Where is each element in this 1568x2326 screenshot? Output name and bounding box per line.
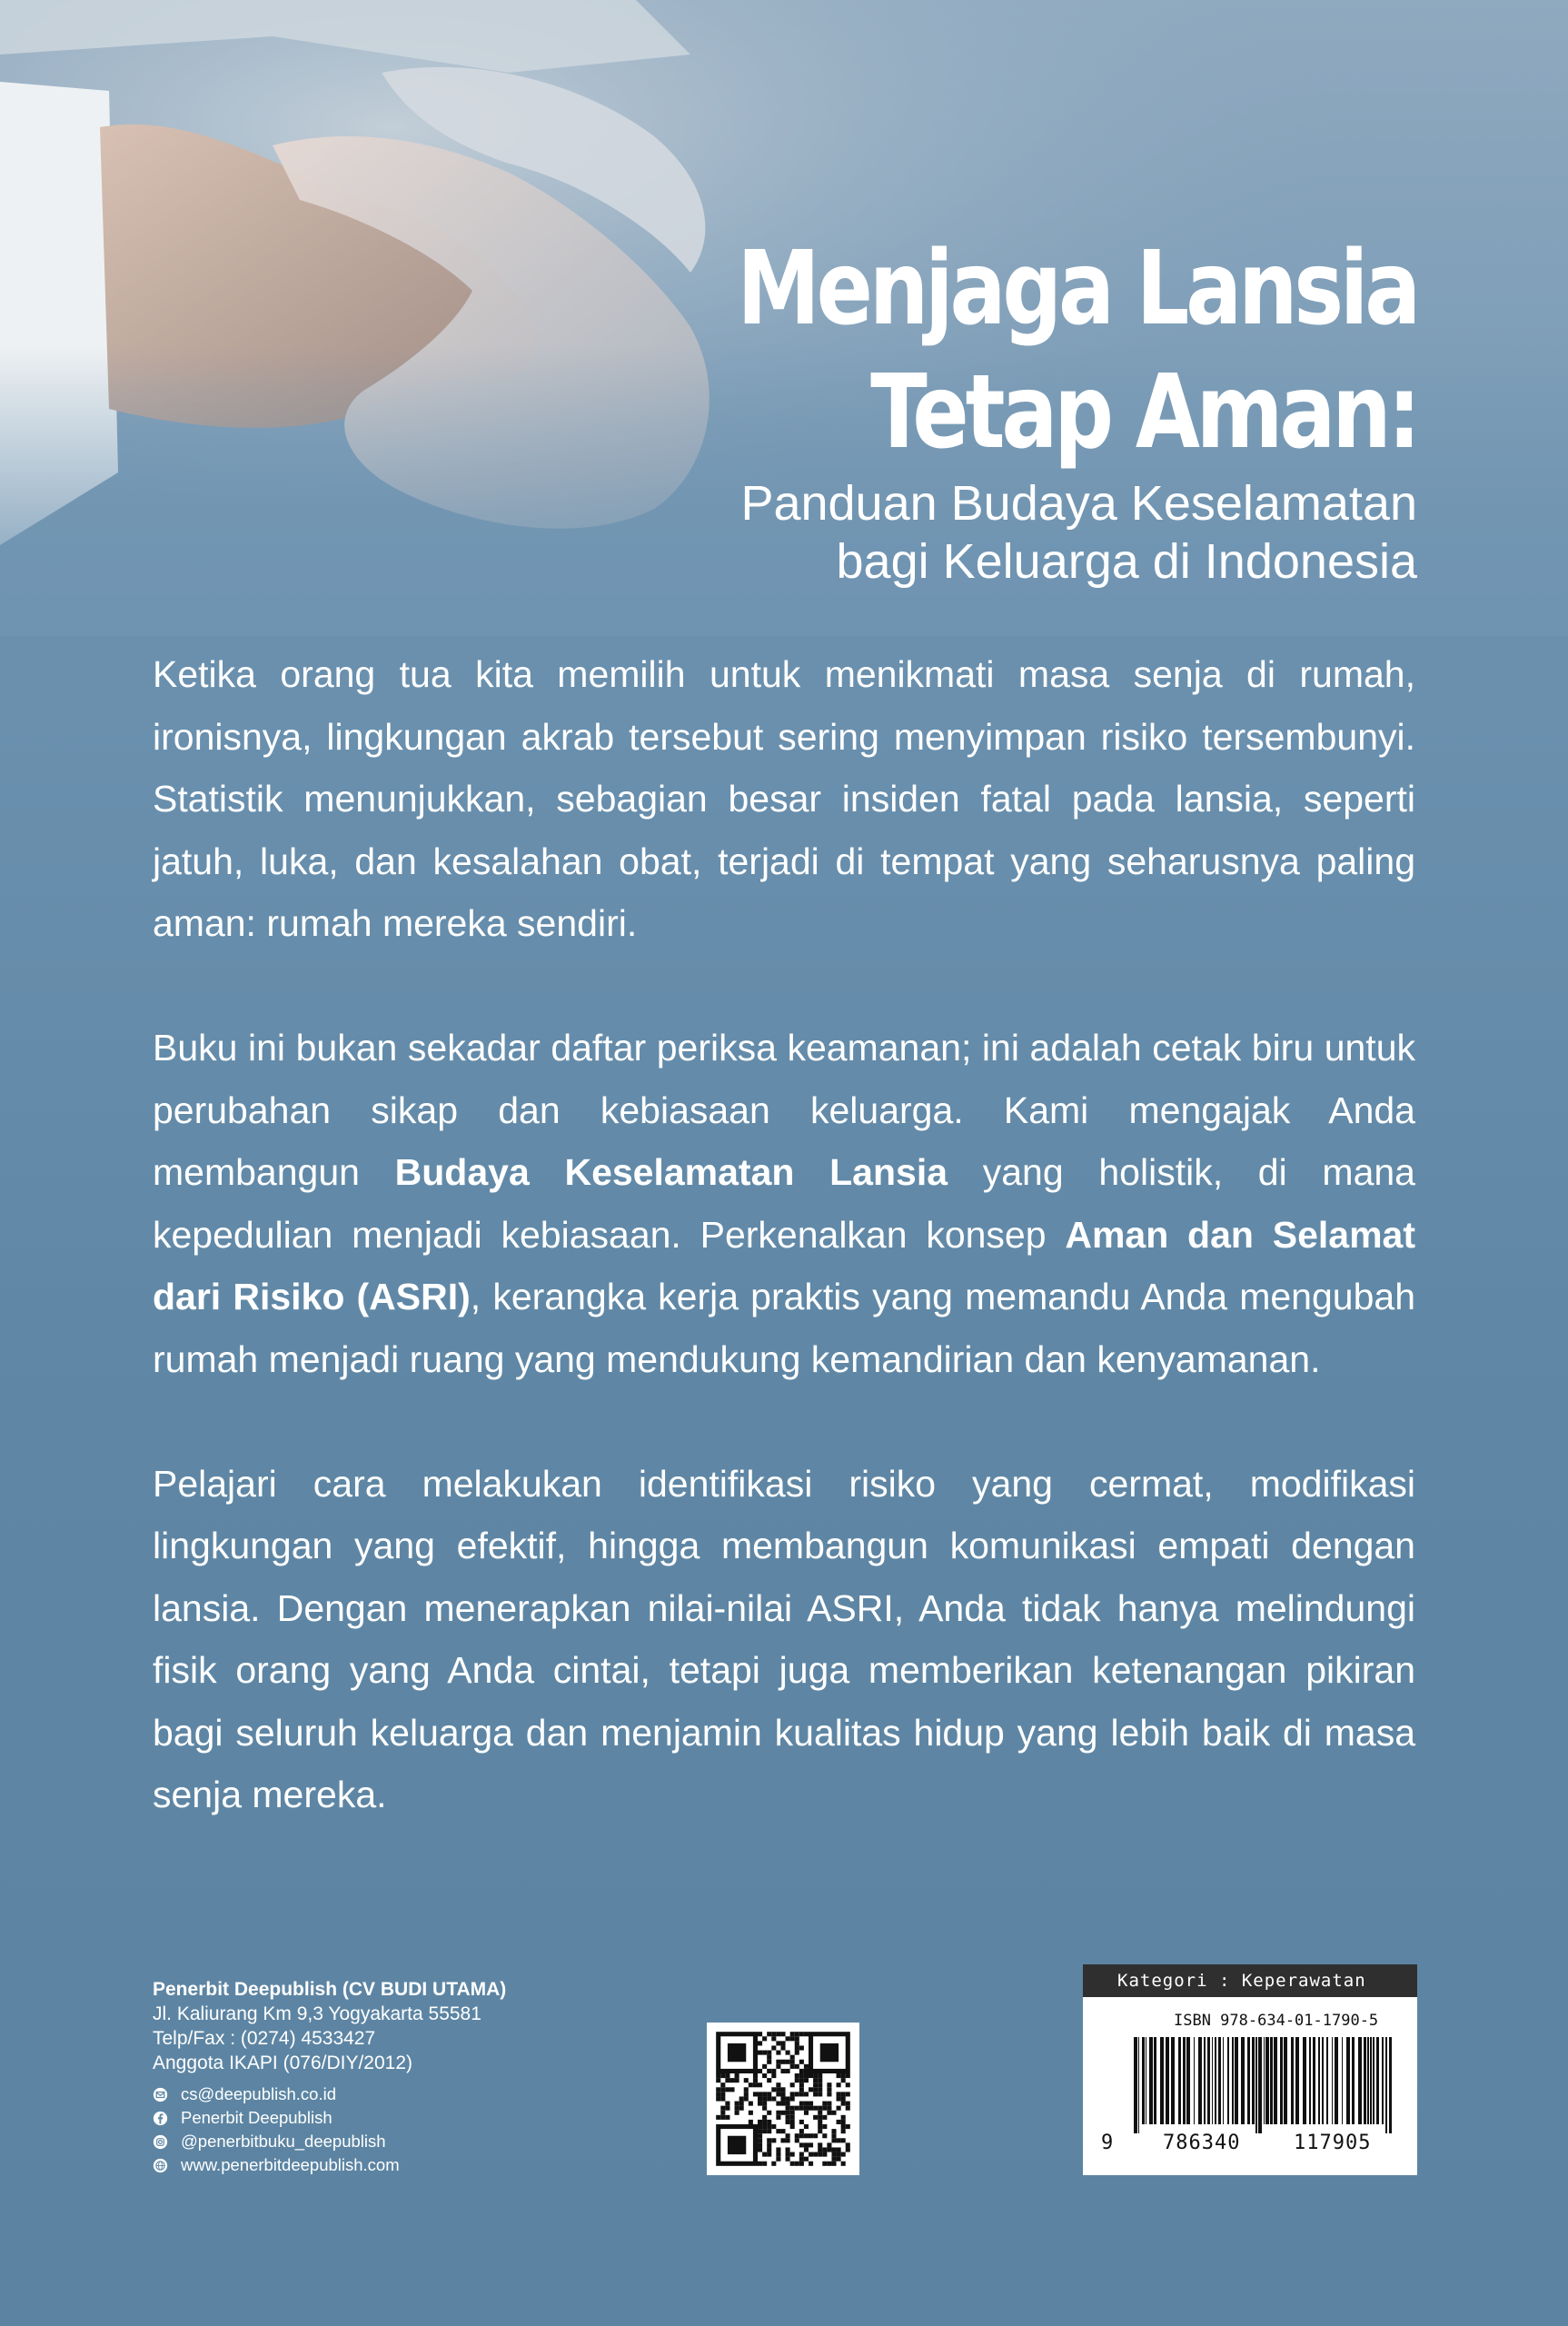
mail-icon [153,2087,168,2102]
instagram-icon [153,2134,168,2150]
publisher-member: Anggota IKAPI (076/DIY/2012) [153,2053,413,2073]
category-label: Kategori : Keperawatan [1083,1964,1417,1997]
instagram-text[interactable]: @penerbitbuku_deepublish [181,2132,386,2151]
facebook-text[interactable]: Penerbit Deepublish [181,2108,332,2127]
contact-website [153,2153,506,2177]
blurb-p2-text-a: Buku ini bukan sekadar daftar periksa keamanan; ini adalah cetak biru untuk perubahan sikap dan kebiasaan keluarga. Kami mengajak Anda membangun [153,1027,1415,1193]
contact-facebook [153,2106,506,2130]
publisher-name: Penerbit Deepublish (CV BUDI UTAMA) [153,1979,507,2000]
qr-code-icon[interactable] [707,2023,859,2175]
publisher-phone: Telp/Fax : (0274) 4533427 [153,2028,376,2049]
globe-icon [153,2158,168,2173]
blurb-paragraph-1: Ketika orang tua kita memilih untuk menikmati masa senja di rumah, ironisnya, lingkungan akrab tersebut sering menyimpan risiko tersembunyi. Statistik menunjukkan, sebagian besar insiden fatal pada lansia, seperti jatuh, luka, dan kesalahan obat, terjadi di tempat yang seharusnya paling aman: rumah mereka sendiri. [153,653,1415,944]
book-subtitle-line2: bagi Keluarga di Indonesia [836,534,1417,589]
publisher-address: Jl. Kaliurang Km 9,3 Yogyakarta 55581 [153,2003,481,2024]
barcode-digit-lead: 9 [1101,2132,1114,2154]
blurb-p2-text-c: , kerangka kerja praktis yang memandu Anda mengubah rumah menjadi ruang yang mendukung kemandirian dan kenyamanan. [153,1276,1415,1380]
blurb-paragraph-3: Pelajari cara melakukan identifikasi risiko yang cermat, modifikasi lingkungan yang efektif, hingga membangun komunikasi empati dengan lansia. Dengan menerapkan nilai-nilai ASRI, Anda tidak hanya melindungi fisik orang yang Anda cintai, tetapi juga memberikan ketenangan pikiran bagi seluruh keluarga dan menjamin kualitas hidup yang lebih baik di masa senja mereka. [153,1462,1415,1815]
isbn-text: ISBN 978-634-01-1790-5 [1174,2012,1379,2030]
barcode-digits-end: 117905 [1294,2132,1372,2154]
publisher-info [153,1977,506,2177]
publisher-contacts [153,2082,506,2177]
contact-instagram [153,2130,506,2153]
email-text[interactable]: cs@deepublish.co.id [181,2084,336,2103]
book-title-line1: Menjaga Lansia [737,230,1417,348]
title-block [588,227,1417,591]
blurb-p2-bold-2: Aman dan Selamat dari Risiko (ASRI) [153,1213,1415,1317]
blurb-p2-text-b: yang holistik, di mana kepedulian menjadi kebiasaan. Perkenalkan konsep [153,1151,1415,1256]
blurb [153,643,1415,1888]
book-title-line2: Tetap Aman: [869,353,1417,472]
facebook-icon [153,2111,168,2126]
isbn-barcode-box [1083,1964,1417,2175]
barcode-digits-mid: 786340 [1163,2132,1241,2154]
contact-email [153,2082,506,2106]
blurb-paragraph-2 [153,1017,1415,1390]
book-subtitle-line1: Panduan Budaya Keselamatan [740,476,1417,531]
blurb-p2-bold-1: Budaya Keselamatan Lansia [394,1151,948,1193]
website-text[interactable]: www.penerbitdeepublish.com [181,2155,400,2174]
